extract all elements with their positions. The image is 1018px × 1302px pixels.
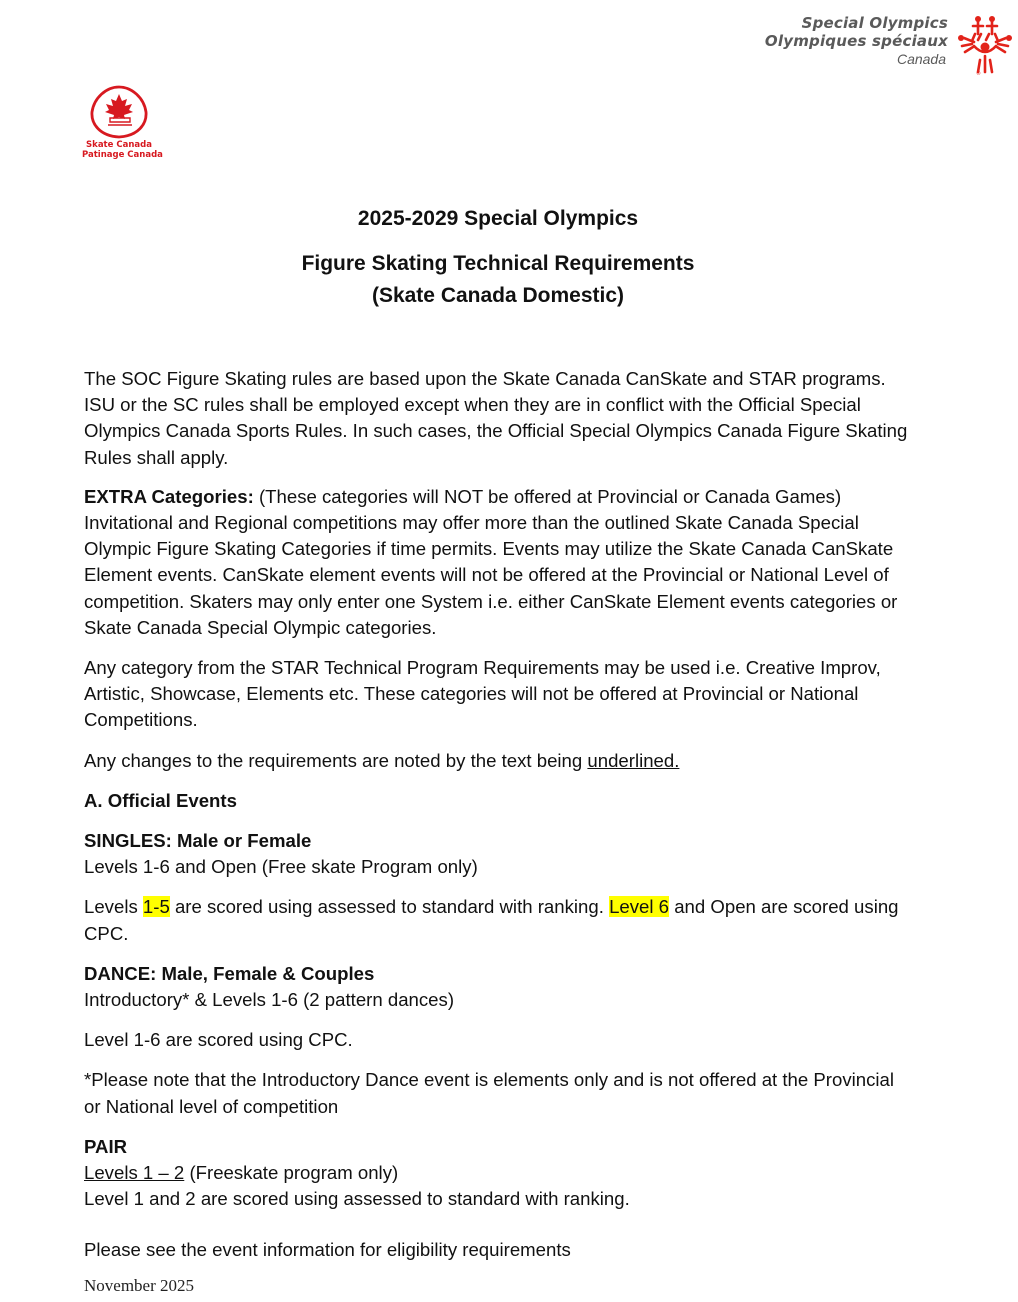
- svg-text:®: ®: [976, 71, 981, 76]
- pair-levels-rest: (Freeskate program only): [184, 1162, 399, 1184]
- logo-text-line3: Canada: [896, 51, 946, 67]
- pair-heading: PAIR: [84, 1135, 128, 1157]
- dance-scoring: Level 1-6 are scored using CPC.: [84, 1029, 353, 1051]
- extra-categories-text: (These categories will NOT be offered at Provincial or Canada Games) Invitational and Regional competitions may offer more than the outlined Skate Canada Special Olympic Figure Skating Categories if time permits. Events may utilize the Skate Canada CanSkate Element events. CanSkate element events will not be offered at the Provincial or National Level of competition. Skaters may only enter one System i.e. either CanSkate Element events categories or Skate Canada Special Olympic categories.: [84, 485, 898, 638]
- pair-levels-underlined: Levels 1 – 2: [84, 1162, 185, 1184]
- highlight-levels-1-5: 1-5: [142, 896, 170, 918]
- intro-paragraph: The SOC Figure Skating rules are based upon the Skate Canada CanSkate and STAR programs. ISU or the SC rules shall be employed except when they are in conflict with the Official Special Olympics Canada Sports Rules. In such cases, the Official Special Olympics Canada Figure Skating Rules shall apply.: [84, 368, 908, 468]
- highlight-level-6: Level 6: [609, 896, 670, 918]
- document-body: [84, 366, 914, 1264]
- changes-note-text: Any changes to the requirements are noted by the text being: [84, 749, 588, 771]
- special-olympics-emblem-icon: [956, 14, 1014, 76]
- dance-levels: Introductory* & Levels 1-6 (2 pattern dances): [84, 989, 455, 1011]
- pair-scoring: Level 1 and 2 are scored using assessed to standard with ranking.: [84, 1188, 630, 1210]
- singles-scoring-text-c: and Open are scored using CPC.: [84, 896, 899, 944]
- singles-scoring: [84, 894, 914, 946]
- singles-heading: SINGLES: Male or Female: [84, 830, 312, 852]
- singles-scoring-text-a: Levels: [84, 896, 143, 918]
- special-olympics-wordmark: [765, 14, 948, 68]
- logo-text-line2: Olympiques spéciaux: [764, 32, 948, 50]
- document-title-line3: (Skate Canada Domestic): [371, 284, 625, 307]
- skate-canada-logo: [82, 84, 163, 160]
- pair-levels: [84, 1160, 914, 1186]
- skate-canada-text-fr: Patinage Canada: [82, 150, 163, 160]
- dance-note: *Please note that the Introductory Dance event is elements only and is not offered at the Provincial or National level of competition: [84, 1069, 894, 1117]
- section-heading-official-events: A. Official Events: [84, 789, 237, 811]
- skate-canada-text-en: Skate Canada: [86, 140, 152, 150]
- document-title-line2: Figure Skating Technical Requirements: [301, 252, 695, 275]
- dance-heading: DANCE: Male, Female & Couples: [84, 962, 375, 984]
- eligibility-note: Please see the event information for eligibility requirements: [84, 1239, 571, 1261]
- extra-categories-label: EXTRA Categories:: [84, 485, 254, 507]
- skate-canada-emblem-icon: [88, 84, 150, 140]
- special-olympics-logo: [765, 14, 1014, 76]
- changes-note-paragraph: [84, 748, 914, 774]
- singles-levels: Levels 1-6 and Open (Free skate Program only): [84, 856, 478, 878]
- footer-date: November 2025: [84, 1276, 195, 1295]
- document-title-line1: 2025-2029 Special Olympics: [357, 207, 639, 230]
- logo-text-line1: Special Olympics: [801, 14, 948, 32]
- singles-scoring-text-b: are scored using assessed to standard with ranking.: [169, 896, 610, 918]
- star-categories-paragraph: Any category from the STAR Technical Program Requirements may be used i.e. Creative Improv, Artistic, Showcase, Elements etc. These categories will not be offered at Provincial or National Competitions.: [84, 657, 881, 731]
- extra-categories-paragraph: [84, 484, 914, 641]
- changes-note-underlined: underlined.: [587, 749, 680, 771]
